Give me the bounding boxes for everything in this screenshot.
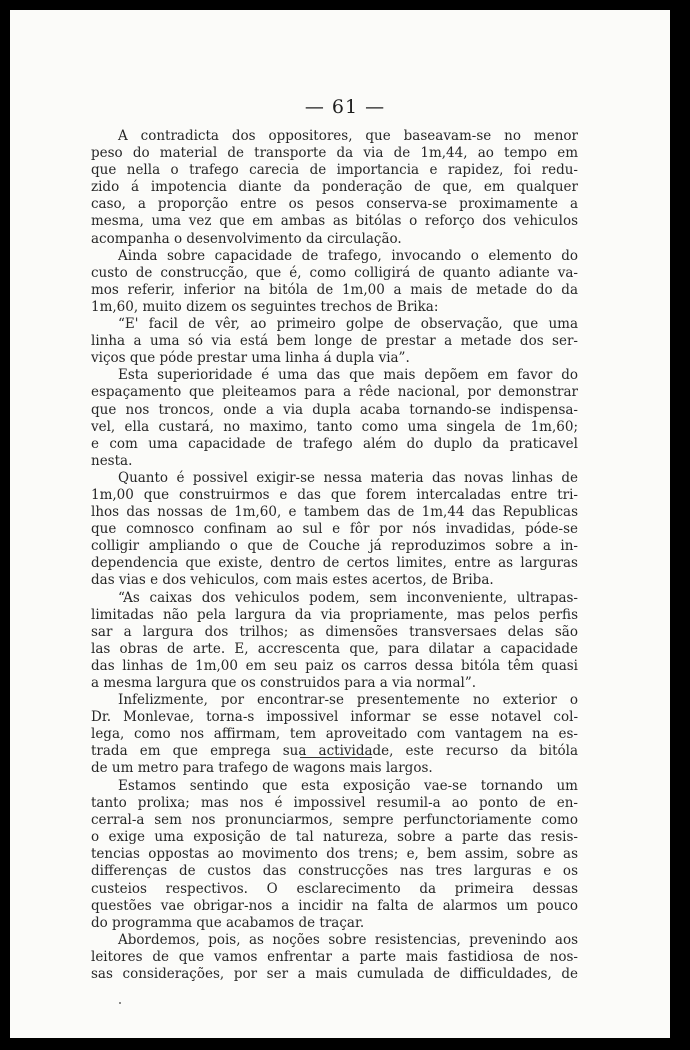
text-line: do programma que acabamos de traçar. [91,914,365,931]
text-line: tanto prolixa; mas nos é impossivel resumil-a ao ponto de en- [91,795,578,812]
page-number: — 61 — [304,96,386,118]
section-separator [300,757,372,758]
text-line: cerral-a sem nos pronunciarmos, sempre perfunctoriamente como [91,812,578,829]
text-line: linha a uma só via está bem longe de prestar a metade dos ser- [91,333,578,350]
text-line: “As caixas dos vehiculos podem, sem inconveniente, ultrapas- [118,589,578,606]
text-line: questões vae obrigar-nos a incidir na falta de alarmos um pouco [91,897,578,914]
text-line: tencias oppostas ao movimento dos trens; e, bem assim, sobre as [91,846,578,863]
text-line: sas considerações, por ser a mais cumulada de difficuldades, de [91,966,578,983]
text-line: custo de construcção, que é, como colligirá de quanto adiante va- [91,264,578,281]
text-line: leitores de que vamos enfrentar a parte mais fastidiosa de nos- [91,948,578,965]
text-line: lega, como nos affirmam, tem aproveitado com vantagem na es- [91,726,578,743]
text-line: acompanha o desenvolvimento da circulação. [91,230,402,247]
text-line: lhos das nossas de 1m,60, e tambem das de 1m,44 das Republicas [91,504,578,521]
text-line: viços que póde prestar uma linha á dupla via”. [91,350,410,367]
text-line: Quanto é possivel exigir-se nessa materia das novas linhas de [118,469,578,486]
text-line: que nella o trafego carecia de importancia e rapidez, foi redu- [91,162,578,179]
text-line: das vias e dos vehiculos, com mais estes acertos, de Briba. [91,572,494,589]
text-line: vel, ella custará, no maximo, tanto como uma singela de 1m,60; [91,418,578,435]
text-line: caso, a proporção entre os pesos conserva-se proximamente a [91,196,578,213]
text-line: custeios respectivos. O esclarecimento da primeira dessas [91,880,578,897]
text-line: Infelizmente, por encontrar-se presentemente no exterior o [118,692,578,709]
text-line: que nos troncos, onde a via dupla acaba tornando-se indispensa- [91,401,578,418]
text-line: Dr. Monlevae, torna-s impossivel informar se esse notavel col- [91,709,578,726]
text-line: que comnosco confinam ao sul e fôr por nós invadidas, póde-se [91,521,578,538]
text-line: mos referir, inferior na bitóla de 1m,00 a mais de metade do da [91,281,578,298]
text-line: colligir ampliando o que de Couche já reproduzimos sobre a in- [91,538,578,555]
text-line: Estamos sentindo que esta exposição vae-se tornando um [118,778,578,794]
text-line: las obras de arte. E, accrescenta que, para dilatar a capacidade [91,640,578,657]
text-line: peso do material de transporte da via de 1m,44, ao tempo em [91,145,578,162]
text-line: zido á impotencia diante da ponderação de que, em qualquer [91,179,578,196]
text-line: de um metro para trafego de wagons mais largos. [91,760,433,777]
text-line: Ainda sobre capacidade de trafego, invocando o elemento do [118,247,578,264]
text-line: o exige uma exposição de tal natureza, sobre a parte das resis- [91,829,578,846]
text-line: differenças de custos das construcções nas tres larguras e os [91,863,578,880]
text-line: 1m,00 que construirmos e das que forem intercaladas entre tri- [91,486,578,503]
text-line: A contradicta dos oppositores, que baseavam-se no menor [118,128,578,144]
print-speck [119,1002,121,1004]
text-line: dependencia que existe, dentro de certos limites, entre as larguras [91,555,578,572]
text-line: mesma, uma vez que em ambas as bitólas o reforço dos vehiculos [91,213,578,230]
text-line: Esta superioridade é uma das que mais depõem em favor do [118,367,578,384]
text-line: a mesma largura que os construidos para a via normal”. [91,675,477,691]
text-block-upper [91,128,578,778]
text-line: 1m,60, muito dizem os seguintes trechos de Brika: [91,298,439,315]
text-line: espaçamento que pleiteamos para a rêde nacional, por demonstrar [91,384,578,401]
text-block-lower [91,778,578,983]
text-line: e com uma capacidade de trafego além do duplo da praticavel [91,435,578,452]
text-line: Abordemos, pois, as noções sobre resistencias, prevenindo aos [118,931,578,948]
text-line: limitadas não pela largura da via propriamente, mas pelos perfis [91,606,578,623]
text-line: nesta. [91,452,133,469]
text-line: sar a largura dos trilhos; as dimensões transversaes delas são [91,623,578,640]
text-line: “E' facil de vêr, ao primeiro golpe de observação, que uma [118,316,578,333]
text-line: das linhas de 1m,00 em seu paiz os carros dessa bitóla têm quasi [91,657,578,674]
text-line: trada em que emprega sua actividade, este recurso da bitóla [91,743,578,760]
